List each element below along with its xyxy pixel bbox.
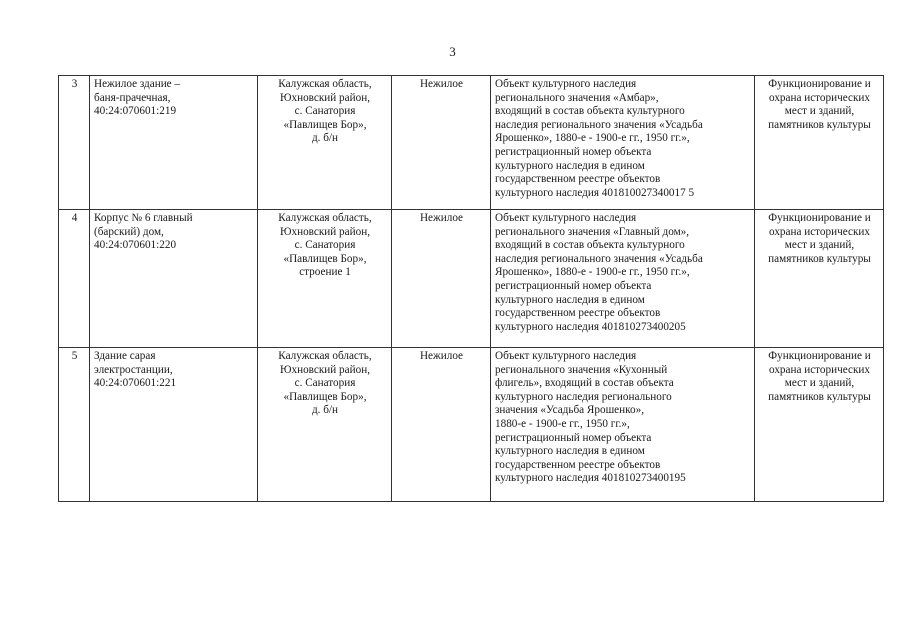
object-name-line: Нежилое здание – bbox=[94, 78, 181, 90]
heritage-line: культурного наследия 401810273400195 bbox=[495, 472, 686, 485]
table-row bbox=[59, 348, 884, 502]
heritage-objects-table bbox=[58, 75, 884, 502]
heritage-line: регистрационный номер объекта bbox=[495, 279, 652, 292]
address-line: Калужская область, bbox=[278, 350, 372, 362]
purpose-line: памятников культуры bbox=[768, 390, 871, 403]
object-name-line: 40:24:070601:221 bbox=[94, 377, 177, 390]
purpose-line: мест и зданий, bbox=[784, 105, 855, 118]
purpose-line: охрана исторических bbox=[769, 91, 870, 104]
heritage-line: флигель», входящий в состав объекта bbox=[495, 377, 674, 390]
heritage-line: культурного наследия 401810027340017 5 bbox=[495, 186, 695, 199]
address-line: строение 1 bbox=[299, 266, 351, 279]
heritage-line: культурного наследия в едином bbox=[495, 293, 645, 306]
address-cell bbox=[258, 348, 392, 502]
address-line: «Павлищев Бор», bbox=[283, 118, 367, 131]
purpose-line: памятников культуры bbox=[768, 252, 871, 265]
purpose-line: Функционирование и bbox=[768, 212, 871, 224]
address-line: «Павлищев Бор», bbox=[283, 390, 367, 403]
heritage-description-cell bbox=[491, 210, 755, 348]
purpose-line: Функционирование и bbox=[768, 350, 871, 362]
heritage-description-cell bbox=[491, 76, 755, 210]
address-line: с. Санатория bbox=[294, 377, 356, 390]
building-type-cell: Нежилое bbox=[392, 348, 491, 502]
heritage-line: регионального значения «Главный дом», bbox=[495, 225, 690, 238]
address-line: Юхновский район, bbox=[280, 91, 370, 104]
purpose-line: мест и зданий, bbox=[784, 239, 855, 252]
heritage-line: регионального значения «Кухонный bbox=[495, 363, 668, 376]
object-name-line: 40:24:070601:220 bbox=[94, 239, 177, 252]
address-line: с. Санатория bbox=[294, 239, 356, 252]
heritage-line: входящий в состав объекта культурного bbox=[495, 239, 685, 252]
address-line: с. Санатория bbox=[294, 105, 356, 118]
purpose-cell bbox=[755, 348, 884, 502]
heritage-line: культурного наследия регионального bbox=[495, 390, 672, 403]
object-name-line: электростанции, bbox=[94, 363, 173, 376]
heritage-line: культурного наследия 401810273400205 bbox=[495, 320, 686, 333]
row-number: 4 bbox=[59, 210, 90, 348]
object-name-line: (барский) дом, bbox=[94, 225, 164, 238]
object-name-line: Корпус № 6 главный bbox=[94, 212, 193, 224]
heritage-line: наследия регионального значения «Усадьба bbox=[495, 252, 703, 265]
purpose-cell bbox=[755, 76, 884, 210]
address-line: Юхновский район, bbox=[280, 363, 370, 376]
object-name-cell bbox=[90, 348, 258, 502]
purpose-line: мест и зданий, bbox=[784, 377, 855, 390]
heritage-line: Ярошенко», 1880-е - 1900-е гг., 1950 гг.», bbox=[495, 132, 690, 145]
heritage-line: Объект культурного наследия bbox=[495, 350, 637, 362]
heritage-line: регистрационный номер объекта bbox=[495, 145, 652, 158]
heritage-line: государственном реестре объектов bbox=[495, 458, 661, 471]
heritage-line: 1880-е - 1900-е гг., 1950 гг.», bbox=[495, 417, 630, 430]
heritage-line: Объект культурного наследия bbox=[495, 78, 637, 90]
heritage-description-cell bbox=[491, 348, 755, 502]
heritage-line: государственном реестре объектов bbox=[495, 307, 661, 320]
table-row bbox=[59, 210, 884, 348]
heritage-line: культурного наследия в едином bbox=[495, 445, 645, 458]
heritage-line: наследия регионального значения «Усадьба bbox=[495, 118, 703, 131]
heritage-line: значения «Усадьба Ярошенко», bbox=[495, 404, 644, 417]
address-line: Юхновский район, bbox=[280, 225, 370, 238]
purpose-line: Функционирование и bbox=[768, 78, 871, 90]
object-name-cell bbox=[90, 76, 258, 210]
heritage-line: Объект культурного наследия bbox=[495, 212, 637, 224]
building-type-cell: Нежилое bbox=[392, 76, 491, 210]
object-name-cell bbox=[90, 210, 258, 348]
address-line: д. б/н bbox=[311, 132, 339, 145]
purpose-line: охрана исторических bbox=[769, 225, 870, 238]
table-row bbox=[59, 76, 884, 210]
purpose-line: охрана исторических bbox=[769, 363, 870, 376]
heritage-line: Ярошенко», 1880-е - 1900-е гг., 1950 гг.», bbox=[495, 266, 690, 279]
heritage-line: входящий в состав объекта культурного bbox=[495, 105, 685, 118]
row-number: 3 bbox=[59, 76, 90, 210]
object-name-line: баня-прачечная, bbox=[94, 91, 171, 104]
heritage-line: культурного наследия в едином bbox=[495, 159, 645, 172]
object-name-line: 40:24:070601:219 bbox=[94, 105, 177, 118]
heritage-line: регистрационный номер объекта bbox=[495, 431, 652, 444]
address-line: Калужская область, bbox=[278, 78, 372, 90]
heritage-line: регионального значения «Амбар», bbox=[495, 91, 659, 104]
page-number: 3 bbox=[449, 44, 456, 59]
address-line: «Павлищев Бор», bbox=[283, 252, 367, 265]
address-cell bbox=[258, 210, 392, 348]
row-number: 5 bbox=[59, 348, 90, 502]
address-line: д. б/н bbox=[311, 404, 339, 417]
purpose-line: памятников культуры bbox=[768, 118, 871, 131]
purpose-cell bbox=[755, 210, 884, 348]
heritage-line: государственном реестре объектов bbox=[495, 173, 661, 186]
address-cell bbox=[258, 76, 392, 210]
object-name-line: Здание сарая bbox=[94, 350, 156, 362]
building-type-cell: Нежилое bbox=[392, 210, 491, 348]
address-line: Калужская область, bbox=[278, 212, 372, 224]
